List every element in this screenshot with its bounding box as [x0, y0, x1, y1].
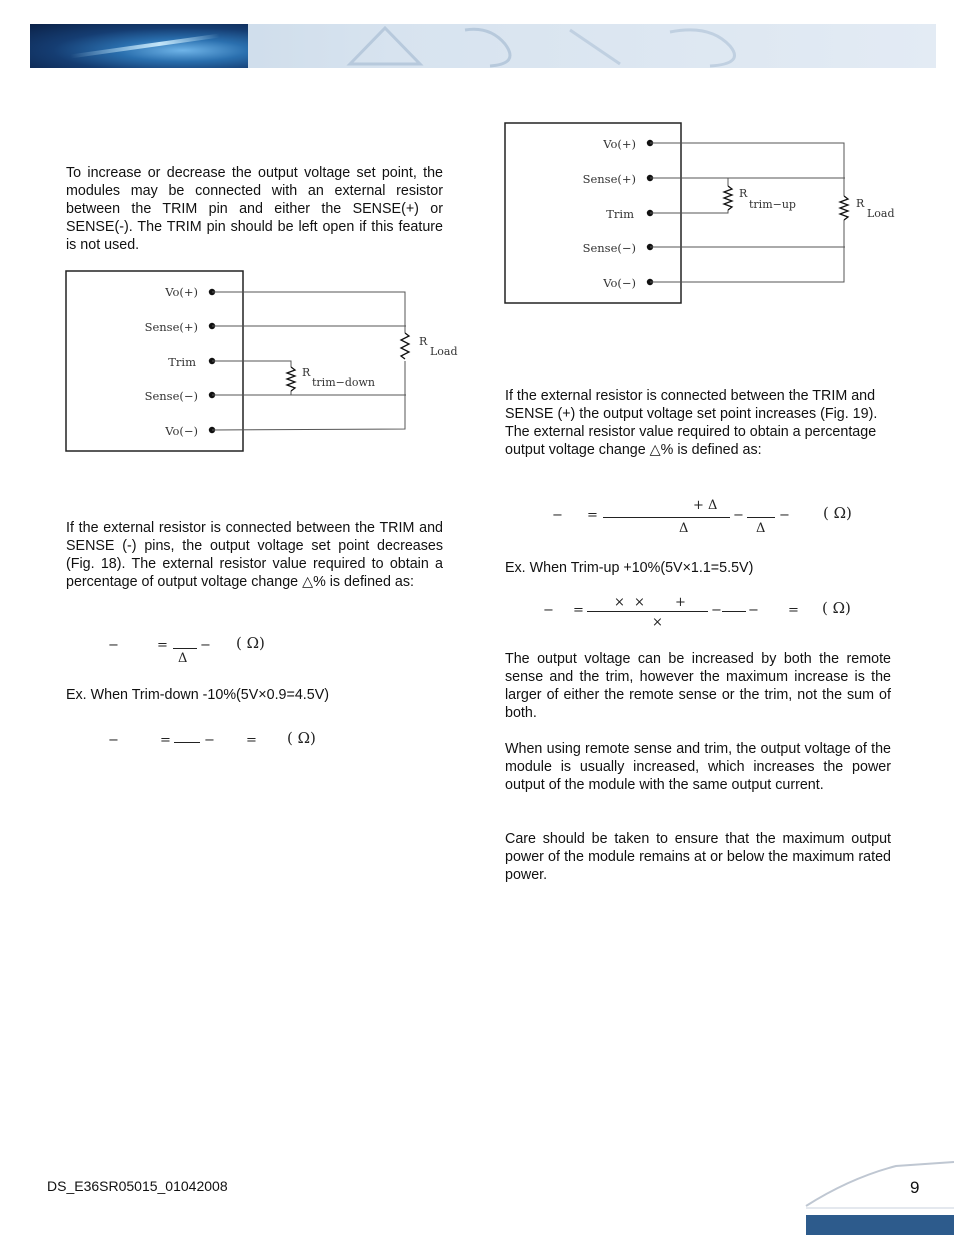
- eq-fraction-line: [747, 517, 775, 518]
- eq-delta: Δ: [178, 651, 188, 666]
- eq-minus: −: [108, 733, 119, 748]
- eq-unit: ( Ω): [236, 634, 265, 652]
- eq-fraction-line: [174, 742, 200, 743]
- fig19-pin-sense-minus: Sense(−): [582, 241, 636, 255]
- remote-sense-paragraph: The output voltage can be increased by both the remote sense and the trim, however the maximum increase is the larger of either the remote sense or the trim, not the sum of both.: [505, 651, 891, 721]
- fig18-rload-sub: Load: [430, 345, 458, 358]
- page-number: 9: [910, 1178, 920, 1197]
- fig18-resistor-trim: [287, 367, 295, 391]
- eq-fraction-line: [587, 611, 708, 612]
- eq-minus: −: [711, 603, 722, 618]
- trim-down-example: Ex. When Trim-down -10%(5V×0.9=4.5V): [66, 687, 330, 703]
- banner-photo: [30, 24, 248, 68]
- fig18-pin-sense-minus: Sense(−): [144, 389, 198, 403]
- footer-accent-bar: [806, 1215, 954, 1235]
- eq-equals: =: [573, 603, 584, 618]
- eq-times: ×: [652, 615, 663, 630]
- eq-equals: =: [788, 603, 799, 618]
- eq-fraction-line: [173, 648, 197, 649]
- fig19-pin-sense-plus: Sense(+): [582, 172, 636, 186]
- eq-equals: =: [587, 508, 598, 523]
- eq-unit: ( Ω): [823, 504, 852, 522]
- trim-down-example-equation: [100, 728, 330, 758]
- fig18-rload-label: R: [419, 335, 428, 348]
- fig18-pin-vo-minus: Vo(−): [165, 424, 198, 438]
- eq-equals: =: [246, 733, 257, 748]
- fig19-rtrim-sub: trim−up: [749, 198, 796, 211]
- eq-minus: −: [748, 603, 759, 618]
- footer-document-id: DS_E36SR05015_01042008: [47, 1178, 228, 1194]
- care-paragraph: Care should be taken to ensure that the maximum output power of the module remains at or below the maximum rated power.: [505, 831, 891, 883]
- eq-minus: −: [543, 603, 554, 618]
- banner-watermark-shapes: [290, 24, 930, 68]
- fig18-pin-sense-plus: Sense(+): [144, 320, 198, 334]
- fig19-pin-trim: Trim: [606, 207, 634, 221]
- eq-unit: ( Ω): [822, 599, 851, 617]
- fig18-pin-trim: Trim: [168, 355, 196, 369]
- eq-minus: −: [733, 508, 744, 523]
- eq-equals: =: [160, 733, 171, 748]
- eq-plus-delta: + Δ: [693, 498, 718, 513]
- eq-times: ×: [634, 595, 645, 610]
- trim-up-example: Ex. When Trim-up +10%(5V×1.1=5.5V): [505, 560, 754, 576]
- footer-swoosh-graphic: [800, 1160, 954, 1220]
- fig19-rload-sub: Load: [867, 207, 895, 220]
- eq-fraction-line: [603, 517, 730, 518]
- fig19-rtrim-label: R: [739, 187, 748, 200]
- fig18-rtrim-label: R: [302, 366, 311, 379]
- eq-unit: ( Ω): [287, 729, 316, 747]
- fig18-trim-down-diagram: [60, 265, 465, 460]
- eq-minus: −: [108, 638, 119, 653]
- trim-down-paragraph: If the external resistor is connected between the TRIM and SENSE (-) pins, the output voltage set point decreases (Fig. 18). The external resistor value required to obtain a percentage of output voltage change △% is defined as:: [66, 520, 443, 590]
- trim-up-equation: [545, 498, 875, 543]
- fig19-pin-vo-minus: Vo(−): [603, 276, 636, 290]
- fig19-resistor-load: [840, 196, 848, 220]
- trim-up-paragraph: If the external resistor is connected between the TRIM and SENSE (+) the output voltage set point increases (Fig. 19). The external resistor value required to obtain a percentage output voltage change △% is defined as:: [505, 388, 878, 458]
- fig19-pin-vo-plus: Vo(+): [603, 137, 636, 151]
- eq-minus: −: [204, 733, 215, 748]
- eq-plus: +: [675, 595, 686, 610]
- eq-delta: Δ: [679, 521, 689, 536]
- fig18-rtrim-sub: trim−down: [312, 376, 376, 389]
- eq-minus: −: [200, 638, 211, 653]
- fig19-rload-label: R: [856, 197, 865, 210]
- intro-paragraph: To increase or decrease the output voltage set point, the modules may be connected with an external resistor between the TRIM pin and either the SENSE(+) or SENSE(-). The TRIM pin should be left open if this feature is not used.: [66, 165, 443, 253]
- eq-delta: Δ: [756, 521, 766, 536]
- trim-up-example-equation: [540, 595, 870, 635]
- fig19-trim-up-diagram: [500, 118, 905, 313]
- trim-down-equation: [100, 633, 300, 673]
- header-banner: [30, 24, 936, 68]
- fig18-pin-vo-plus: Vo(+): [165, 285, 198, 299]
- eq-minus: −: [552, 508, 563, 523]
- eq-minus: −: [779, 508, 790, 523]
- eq-fraction-line: [722, 611, 746, 612]
- power-paragraph: When using remote sense and trim, the output voltage of the module is usually increased, which increases the power output of the module with the same output current.: [505, 741, 891, 793]
- fig19-resistor-trim: [724, 186, 732, 210]
- eq-equals: =: [157, 638, 168, 653]
- fig18-resistor-load: [401, 333, 409, 359]
- eq-times: ×: [614, 595, 625, 610]
